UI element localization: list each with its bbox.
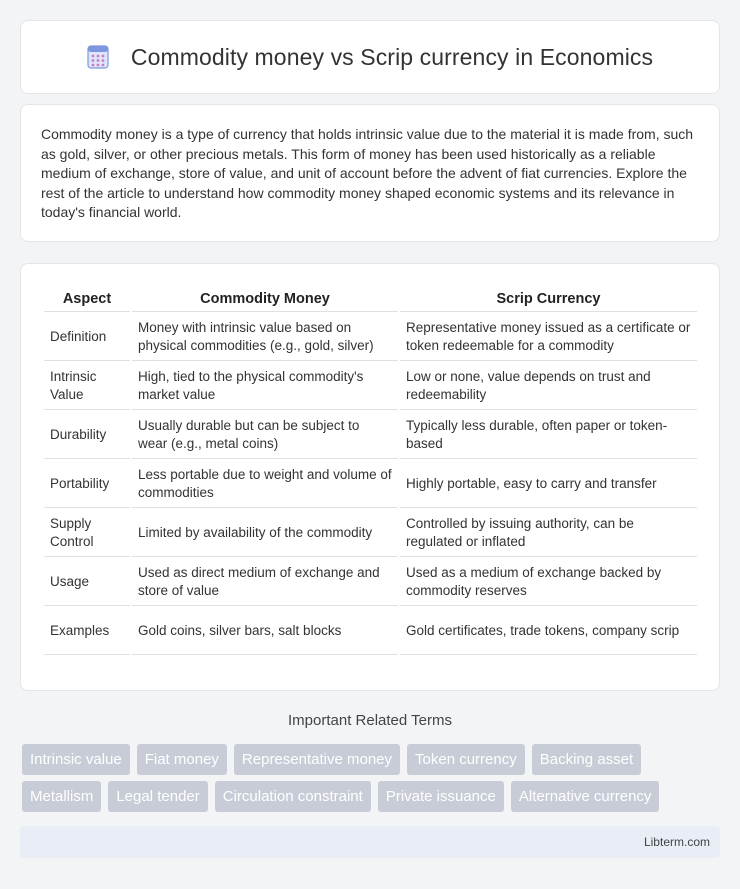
intro-paragraph: Commodity money is a type of currency that holds intrinsic value due to the material it is made from, such as gold, silver, or other precious metals. This form of money has been used historically as a reliable medium of exchange, store of value, and unit of account before the advent of fiat currencies. Explore the rest of the article to understand how commodity money shaped economic systems and its relevance in today's financial world.: [41, 126, 694, 220]
tag-representative-money[interactable]: Representative money: [234, 744, 400, 775]
row-aspect: Definition: [44, 314, 130, 361]
row-aspect: Durability: [44, 412, 130, 459]
table-row: [44, 461, 697, 508]
row-commodity-money: High, tied to the physical commodity's market value: [132, 363, 398, 410]
header-aspect: Aspect: [44, 286, 130, 312]
row-scrip-currency: Controlled by issuing authority, can be regulated or inflated: [400, 510, 697, 557]
footer: [20, 826, 720, 858]
row-commodity-money: Money with intrinsic value based on physical commodities (e.g., gold, silver): [132, 314, 398, 361]
table-row: [44, 559, 697, 606]
page-title: Commodity money vs Scrip currency in Economics: [130, 43, 654, 70]
row-aspect: Examples: [44, 608, 130, 655]
row-scrip-currency: Highly portable, easy to carry and transfer: [400, 461, 697, 508]
row-commodity-money: Gold coins, silver bars, salt blocks: [132, 608, 398, 655]
row-commodity-money: Limited by availability of the commodity: [132, 510, 398, 557]
tag-intrinsic-value[interactable]: Intrinsic value: [22, 744, 130, 775]
row-scrip-currency: Gold certificates, trade tokens, company scrip: [400, 608, 697, 655]
row-scrip-currency: Typically less durable, often paper or token-based: [400, 412, 697, 459]
table-row: [44, 608, 697, 655]
tag-token-currency[interactable]: Token currency: [407, 744, 525, 775]
table-row: [44, 314, 697, 361]
row-commodity-money: Usually durable but can be subject to wear (e.g., metal coins): [132, 412, 398, 459]
comparison-table: [42, 284, 699, 657]
comparison-card: [20, 263, 720, 691]
tag-alternative-currency[interactable]: Alternative currency: [511, 781, 660, 812]
header-scrip-currency: Scrip Currency: [400, 286, 697, 312]
related-terms-list: [22, 744, 722, 812]
tag-private-issuance[interactable]: Private issuance: [378, 781, 504, 812]
tag-fiat-money[interactable]: Fiat money: [137, 744, 227, 775]
table-header-row: [44, 286, 697, 312]
row-commodity-money: Less portable due to weight and volume of commodities: [132, 461, 398, 508]
row-aspect: Supply Control: [44, 510, 130, 557]
tag-legal-tender[interactable]: Legal tender: [108, 781, 207, 812]
row-aspect: Usage: [44, 559, 130, 606]
row-aspect: Portability: [44, 461, 130, 508]
row-aspect: Intrinsic Value: [44, 363, 130, 410]
tag-backing-asset[interactable]: Backing asset: [532, 744, 641, 775]
table-row: [44, 510, 697, 557]
calculator-icon: [87, 45, 109, 69]
table-row: [44, 363, 697, 410]
footer-brand[interactable]: Libterm.com: [643, 835, 710, 849]
row-scrip-currency: Used as a medium of exchange backed by commodity reserves: [400, 559, 697, 606]
tag-circulation-constraint[interactable]: Circulation constraint: [215, 781, 371, 812]
intro-card: [20, 104, 720, 242]
related-terms-title: Important Related Terms: [288, 712, 452, 729]
header-commodity-money: Commodity Money: [132, 286, 398, 312]
row-scrip-currency: Low or none, value depends on trust and redeemability: [400, 363, 697, 410]
row-commodity-money: Used as direct medium of exchange and store of value: [132, 559, 398, 606]
title-card: [20, 20, 720, 94]
tag-metallism[interactable]: Metallism: [22, 781, 101, 812]
table-row: [44, 412, 697, 459]
row-scrip-currency: Representative money issued as a certificate or token redeemable for a commodity: [400, 314, 697, 361]
